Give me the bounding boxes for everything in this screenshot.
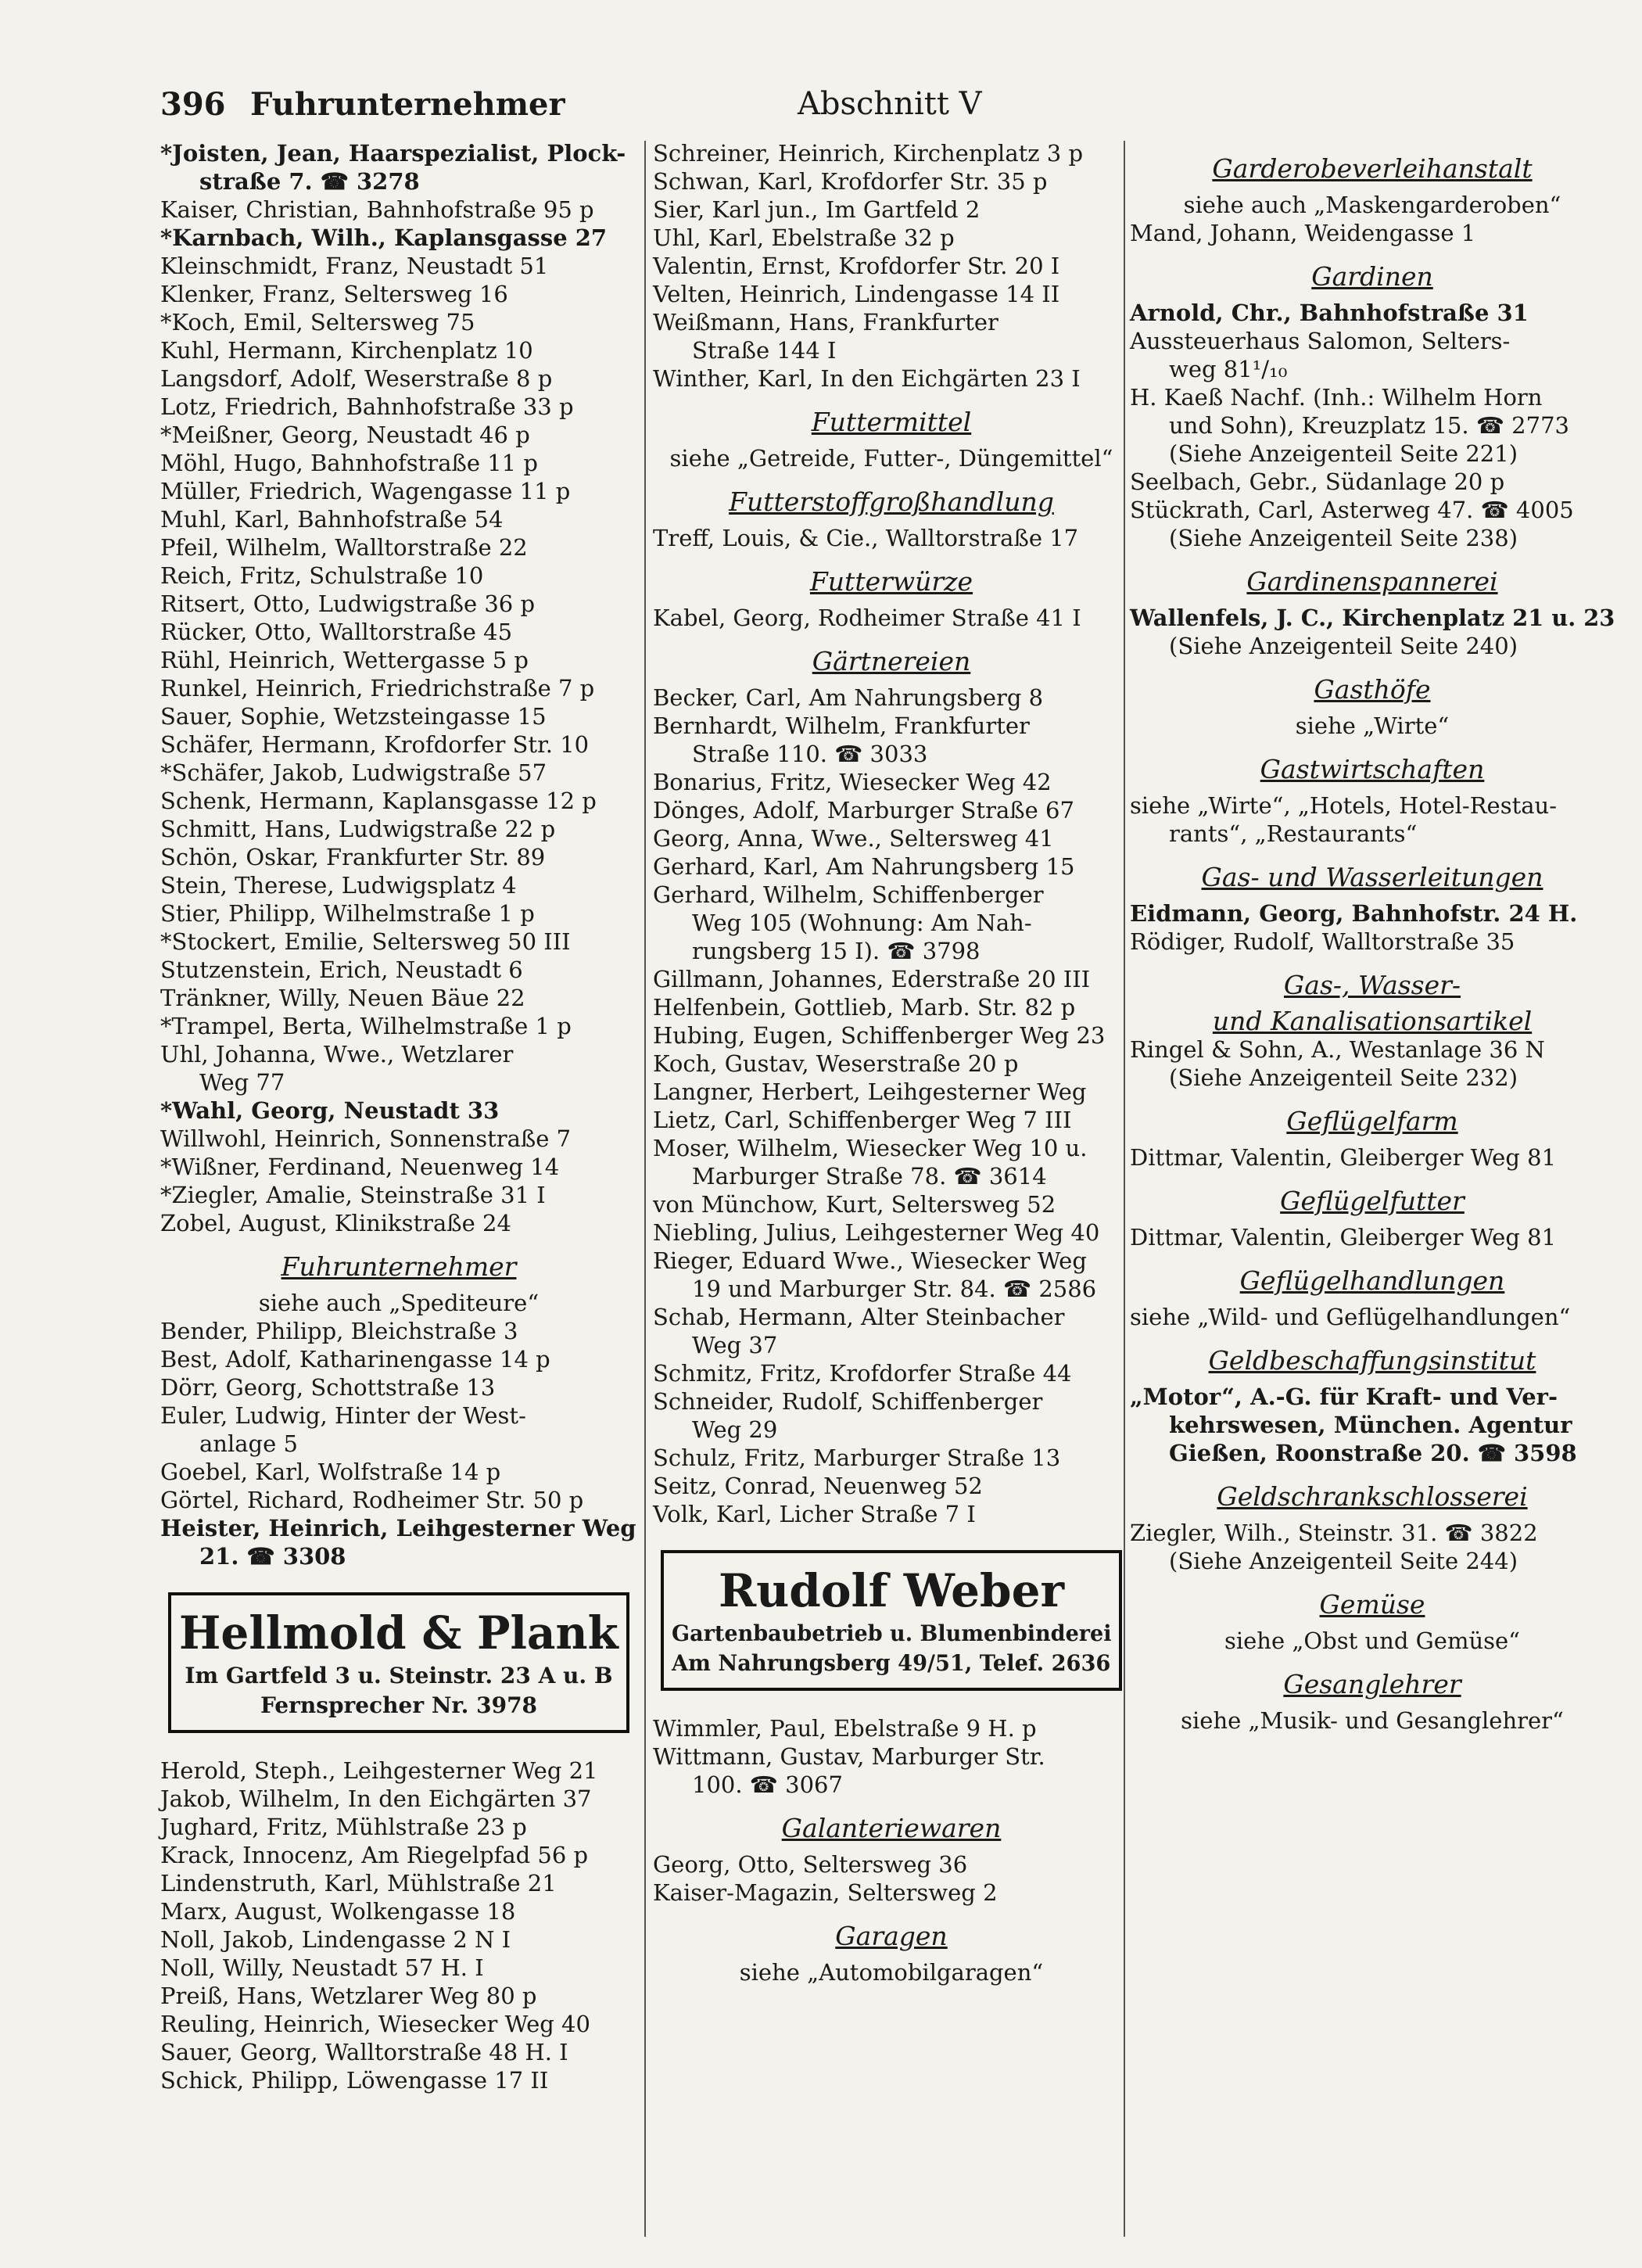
directory-entry: Georg, Anna, Wwe., Seltersweg 41: [653, 825, 1054, 852]
directory-entry: Schön, Oskar, Frankfurter Str. 89: [160, 844, 546, 870]
section-title: Gemüse: [1319, 1589, 1425, 1620]
section-entries: [1130, 1143, 1615, 1172]
directory-entry: Treff, Louis, & Cie., Walltorstraße 17: [653, 525, 1079, 551]
directory-entry: Lietz, Carl, Schiffenberger Weg 7 III: [653, 1107, 1072, 1133]
see-also: siehe „Obst und Gemüse“: [1224, 1627, 1520, 1654]
directory-entry: *Schäfer, Jakob, Ludwigstraße 57: [160, 759, 547, 786]
directory-entry: 100. ☎ 3067: [692, 1771, 843, 1798]
directory-entry: *Wißner, Ferdinand, Neuenweg 14: [160, 1154, 560, 1180]
see-also: siehe „Wirte“: [1295, 712, 1450, 739]
directory-entry: H. Kaeß Nachf. (Inh.: Wilhelm Horn: [1130, 384, 1543, 411]
section-title: Galanteriewaren: [781, 1813, 1002, 1843]
directory-entry: Lotz, Friedrich, Bahnhofstraße 33 p: [160, 393, 574, 420]
directory-entry: Velten, Heinrich, Lindengasse 14 II: [653, 281, 1060, 307]
directory-entry: Rühl, Heinrich, Wettergasse 5 p: [160, 647, 529, 673]
section-title: Geldschrankschlosserei: [1217, 1481, 1528, 1512]
page-number: 396: [160, 86, 226, 123]
directory-entry: Gerhard, Wilhelm, Schiffenberger: [653, 881, 1044, 908]
directory-entry: (Siehe Anzeigenteil Seite 244): [1169, 1548, 1518, 1574]
section-entries: [1130, 1627, 1615, 1655]
column-1: [160, 139, 637, 2094]
section-list: [653, 408, 1130, 1528]
directory-entry: Schneider, Rudolf, Schiffenberger: [653, 1388, 1043, 1415]
directory-entry: Sier, Karl jun., Im Gartfeld 2: [653, 196, 981, 223]
directory-entry: Wallenfels, J. C., Kirchenplatz 21 u. 23: [1130, 605, 1615, 631]
directory-entry: Marburger Straße 78. ☎ 3614: [692, 1163, 1047, 1190]
section-entries: [653, 1958, 1130, 1986]
directory-entry: Aussteuerhaus Salomon, Selters-: [1130, 328, 1511, 354]
directory-entry: (Siehe Anzeigenteil Seite 238): [1169, 525, 1518, 551]
directory-entry: Schmitz, Fritz, Krofdorfer Straße 44: [653, 1360, 1072, 1387]
section-title: Gesanglehrer: [1283, 1669, 1461, 1699]
directory-entry: Dönges, Adolf, Marburger Straße 67: [653, 797, 1074, 824]
section-entries: [653, 444, 1130, 472]
section-title: Gas-, Wasser-: [1283, 970, 1461, 1000]
directory-entry: Stein, Therese, Ludwigsplatz 4: [160, 872, 517, 899]
directory-entry: kehrswesen, München. Agentur: [1169, 1412, 1572, 1438]
directory-entry: Schäfer, Hermann, Krofdorfer Str. 10: [160, 731, 590, 758]
directory-entry: Wittmann, Gustav, Marburger Str.: [653, 1743, 1045, 1770]
directory-entry: Valentin, Ernst, Krofdorfer Str. 20 I: [653, 253, 1060, 279]
directory-entry: Schulz, Fritz, Marburger Straße 13: [653, 1444, 1061, 1471]
directory-entry: Schenk, Hermann, Kaplansgasse 12 p: [160, 788, 597, 814]
entry-list: [160, 1757, 637, 2094]
section-title: Futterwürze: [809, 566, 973, 597]
column-divider: [644, 141, 646, 2237]
advertisement-box: [168, 1592, 629, 1733]
directory-entry: Rödiger, Rudolf, Walltorstraße 35: [1130, 928, 1515, 955]
ad-company-name: Rudolf Weber: [718, 1564, 1065, 1617]
see-also: siehe auch „Spediteure“: [258, 1290, 540, 1316]
directory-entry: Best, Adolf, Katharinengasse 14 p: [160, 1346, 550, 1373]
directory-entry: Weißmann, Hans, Frankfurter: [653, 309, 998, 336]
directory-entry: Helfenbein, Gottlieb, Marb. Str. 82 p: [653, 994, 1076, 1021]
directory-entry: Runkel, Heinrich, Friedrichstraße 7 p: [160, 675, 595, 702]
directory-entry: *Karnbach, Wilh., Kaplansgasse 27: [160, 224, 608, 251]
see-also: siehe „Getreide, Futter-, Düngemittel“: [669, 445, 1113, 472]
directory-entry: Heister, Heinrich, Leihgesterner Weg: [160, 1515, 636, 1541]
section-entries: [1130, 1383, 1615, 1467]
section-title: Geflügelfutter: [1280, 1186, 1465, 1216]
section-list: [653, 1814, 1130, 1986]
directory-entry: Noll, Willy, Neustadt 57 H. I: [160, 1954, 484, 1981]
directory-entry: *Joisten, Jean, Haarspezialist, Plock-: [160, 140, 626, 167]
directory-entry: Goebel, Karl, Wolfstraße 14 p: [160, 1459, 501, 1485]
ad-line: Gartenbaubetrieb u. Blumenbinderei: [672, 1620, 1112, 1646]
directory-entry: Stutzenstein, Erich, Neustadt 6: [160, 956, 523, 983]
directory-entry: (Siehe Anzeigenteil Seite 232): [1169, 1064, 1518, 1091]
ad-line: Am Nahrungsberg 49/51, Telef. 2636: [672, 1650, 1111, 1676]
directory-entry: Becker, Carl, Am Nahrungsberg 8: [653, 684, 1044, 711]
directory-entry: *Trampel, Berta, Wilhelmstraße 1 p: [160, 1013, 572, 1039]
section-title: Garagen: [835, 1921, 948, 1951]
directory-entry: Herold, Steph., Leihgesterner Weg 21: [160, 1757, 598, 1784]
directory-entry: straße 7. ☎ 3278: [199, 168, 420, 195]
section-entries: [1130, 299, 1615, 552]
section-title: Gastwirtschaften: [1260, 754, 1485, 784]
directory-entry: Preiß, Hans, Wetzlarer Weg 80 p: [160, 1983, 537, 2009]
directory-entry: Marx, August, Wolkengasse 18: [160, 1898, 516, 1925]
directory-entry: Pfeil, Wilhelm, Walltorstraße 22: [160, 534, 528, 561]
directory-entry: Möhl, Hugo, Bahnhofstraße 11 p: [160, 450, 538, 476]
section-entries: [1130, 604, 1615, 660]
directory-entry: Weg 29: [692, 1416, 778, 1443]
directory-entry: Bonarius, Fritz, Wiesecker Weg 42: [653, 769, 1052, 795]
directory-entry: *Ziegler, Amalie, Steinstraße 31 I: [160, 1182, 546, 1208]
entry-list: [160, 139, 637, 1237]
directory-entry: Ziegler, Wilh., Steinstr. 31. ☎ 3822: [1130, 1520, 1538, 1546]
directory-entry: Reich, Fritz, Schulstraße 10: [160, 562, 484, 589]
section-title: Futtermittel: [811, 407, 972, 437]
directory-entry: Straße 144 I: [692, 337, 837, 364]
section-entries: [653, 684, 1130, 1528]
section-entries: [1130, 1519, 1615, 1575]
directory-entry: Rieger, Eduard Wwe., Wiesecker Weg: [653, 1247, 1087, 1274]
ad-company-name: Hellmold & Plank: [179, 1606, 618, 1660]
directory-entry: Weg 37: [692, 1332, 778, 1358]
directory-entry: Euler, Ludwig, Hinter der West-: [160, 1402, 526, 1429]
advertisement-box: [661, 1550, 1122, 1691]
directory-entry: siehe „Wild- und Geflügelhandlungen“: [1130, 1304, 1571, 1330]
directory-entry: Kaiser, Christian, Bahnhofstraße 95 p: [160, 196, 594, 223]
directory-entry: Willwohl, Heinrich, Sonnenstraße 7: [160, 1125, 572, 1152]
section-title: Gasthöfe: [1314, 674, 1431, 705]
directory-entry: Weg 77: [199, 1069, 285, 1096]
directory-entry: Seelbach, Gebr., Südanlage 20 p: [1130, 468, 1505, 495]
directory-entry: Noll, Jakob, Lindengasse 2 N I: [160, 1926, 511, 1953]
section-title: und Kanalisationsartikel: [1212, 1006, 1533, 1036]
directory-entry: Jughard, Fritz, Mühlstraße 23 p: [160, 1814, 527, 1840]
directory-entry: Görtel, Richard, Rodheimer Str. 50 p: [160, 1487, 584, 1513]
section-title: Gas- und Wasserleitungen: [1201, 862, 1543, 892]
directory-entry: *Stockert, Emilie, Seltersweg 50 III: [160, 928, 571, 955]
section-entries: [1130, 1223, 1615, 1251]
directory-entry: Kabel, Georg, Rodheimer Straße 41 I: [653, 605, 1081, 631]
directory-entry: Georg, Otto, Seltersweg 36: [653, 1851, 968, 1878]
directory-entry: Kaiser-Magazin, Seltersweg 2: [653, 1879, 998, 1906]
directory-entry: Lindenstruth, Karl, Mühlstraße 21: [160, 1870, 557, 1897]
directory-entry: Winther, Karl, In den Eichgärten 23 I: [653, 365, 1081, 392]
section-entries: [1130, 791, 1615, 848]
entry-list: [653, 139, 1130, 393]
section-entries: [1130, 1035, 1615, 1092]
section-title: Futterstoffgroßhandlung: [729, 486, 1054, 517]
section-title: Gardinenspannerei: [1246, 566, 1498, 597]
directory-entry: *Koch, Emil, Seltersweg 75: [160, 309, 475, 336]
section-title: Gärtnereien: [812, 646, 971, 676]
see-also: siehe „Musik- und Gesanglehrer“: [1181, 1707, 1564, 1734]
directory-entry: Ringel & Sohn, A., Westanlage 36 N: [1130, 1036, 1545, 1063]
section-entries: [1130, 191, 1615, 247]
directory-entry: Ritsert, Otto, Ludwigstraße 36 p: [160, 590, 536, 617]
column-2: [653, 139, 1130, 1986]
section-entries: [653, 524, 1130, 552]
directory-entry: Straße 110. ☎ 3033: [692, 741, 928, 767]
directory-entry: Rücker, Otto, Walltorstraße 45: [160, 619, 513, 645]
directory-entry: Sauer, Georg, Walltorstraße 48 H. I: [160, 2039, 568, 2065]
directory-entry: und Sohn), Kreuzplatz 15. ☎ 2773: [1169, 412, 1569, 439]
section-title: Gardinen: [1311, 261, 1433, 292]
directory-entry: Stückrath, Carl, Asterweg 47. ☎ 4005: [1130, 497, 1574, 523]
directory-entry: rungsberg 15 I). ☎ 3798: [692, 938, 981, 964]
section-entries: [653, 604, 1130, 632]
entry-list: [653, 1714, 1130, 1799]
directory-entry: Eidmann, Georg, Bahnhofstr. 24 H.: [1130, 900, 1578, 927]
section-title: Fuhrunternehmer: [281, 1251, 517, 1282]
directory-entry: *Meißner, Georg, Neustadt 46 p: [160, 422, 530, 448]
section-list: [1130, 155, 1615, 1735]
directory-entry: Gillmann, Johannes, Ederstraße 20 III: [653, 966, 1091, 992]
running-title: Fuhrunternehmer: [250, 86, 565, 123]
directory-entry: Dittmar, Valentin, Gleiberger Weg 81: [1130, 1224, 1557, 1251]
directory-entry: (Siehe Anzeigenteil Seite 240): [1169, 633, 1518, 659]
directory-entry: Schmitt, Hans, Ludwigstraße 22 p: [160, 816, 556, 842]
ad-address: Im Gartfeld 3 u. Steinstr. 23 A u. B: [185, 1663, 613, 1688]
section-entries: [1130, 899, 1615, 956]
directory-entry: Schwan, Karl, Krofdorfer Str. 35 p: [653, 168, 1048, 195]
section-title: Garderobeverleihanstalt: [1212, 153, 1533, 184]
directory-entry: Stier, Philipp, Wilhelmstraße 1 p: [160, 900, 535, 927]
directory-entry: Schab, Hermann, Alter Steinbacher: [653, 1304, 1065, 1330]
section-label: Abschnitt V: [798, 86, 982, 122]
directory-entry: Jakob, Wilhelm, In den Eichgärten 37: [160, 1785, 592, 1812]
directory-entry: Müller, Friedrich, Wagengasse 11 p: [160, 478, 571, 504]
directory-entry: Tränkner, Willy, Neuen Bäue 22: [160, 985, 525, 1011]
column-3: [1130, 139, 1615, 1735]
directory-entry: Weg 105 (Wohnung: Am Nah-: [692, 910, 1032, 936]
entry-list: [160, 1317, 637, 1570]
directory-entry: Langner, Herbert, Leihgesterner Weg: [653, 1078, 1087, 1105]
directory-entry: „Motor“, A.-G. für Kraft- und Ver-: [1130, 1383, 1558, 1410]
directory-entry: Klenker, Franz, Seltersweg 16: [160, 281, 508, 307]
directory-entry: *Wahl, Georg, Neustadt 33: [160, 1097, 500, 1124]
directory-entry: Gießen, Roonstraße 20. ☎ 3598: [1169, 1440, 1577, 1466]
section-entries: [1130, 1706, 1615, 1735]
directory-entry: Sauer, Sophie, Wetzsteingasse 15: [160, 703, 547, 730]
directory-entry: Muhl, Karl, Bahnhofstraße 54: [160, 506, 504, 533]
directory-entry: von Münchow, Kurt, Seltersweg 52: [653, 1191, 1056, 1218]
directory-entry: (Siehe Anzeigenteil Seite 221): [1169, 440, 1518, 467]
directory-entry: anlage 5: [199, 1430, 298, 1457]
directory-entry: Kuhl, Hermann, Kirchenplatz 10: [160, 337, 533, 364]
see-also: siehe „Automobilgaragen“: [739, 1959, 1044, 1986]
directory-entry: Schreiner, Heinrich, Kirchenplatz 3 p: [653, 140, 1084, 167]
directory-entry: Moser, Wilhelm, Wiesecker Weg 10 u.: [653, 1135, 1088, 1161]
directory-entry: Hubing, Eugen, Schiffenberger Weg 23: [653, 1022, 1106, 1049]
directory-entry: 21. ☎ 3308: [199, 1543, 346, 1570]
directory-entry: Uhl, Johanna, Wwe., Wetzlarer: [160, 1041, 514, 1068]
section-title: Geflügelhandlungen: [1239, 1265, 1505, 1296]
see-also: siehe auch „Maskengarderoben“: [1183, 192, 1561, 218]
directory-entry: Bender, Philipp, Bleichstraße 3: [160, 1318, 518, 1344]
directory-entry: Krack, Innocenz, Am Riegelpfad 56 p: [160, 1842, 589, 1868]
directory-entry: Mand, Johann, Weidengasse 1: [1130, 220, 1476, 246]
section-entries: [1130, 712, 1615, 740]
directory-entry: siehe „Wirte“, „Hotels, Hotel-Restau-: [1130, 792, 1558, 819]
section-title: Geflügelfarm: [1286, 1106, 1458, 1136]
directory-entry: Volk, Karl, Licher Straße 7 I: [653, 1501, 976, 1527]
directory-entry: 19 und Marburger Str. 84. ☎ 2586: [692, 1276, 1097, 1302]
directory-entry: Koch, Gustav, Weserstraße 20 p: [653, 1050, 1019, 1077]
directory-entry: Arnold, Chr., Bahnhofstraße 31: [1130, 300, 1529, 326]
directory-entry: Dittmar, Valentin, Gleiberger Weg 81: [1130, 1144, 1557, 1171]
ad-phone: Fernsprecher Nr. 3978: [260, 1692, 538, 1718]
directory-entry: rants“, „Restaurants“: [1169, 820, 1418, 847]
directory-entry: Niebling, Julius, Leihgesterner Weg 40: [653, 1219, 1100, 1246]
section-entries: [653, 1850, 1130, 1907]
section-title: Geldbeschaffungsinstitut: [1208, 1345, 1536, 1376]
directory-entry: Schick, Philipp, Löwengasse 17 II: [160, 2067, 549, 2094]
directory-entry: Reuling, Heinrich, Wiesecker Weg 40: [160, 2011, 590, 2037]
directory-entry: Wimmler, Paul, Ebelstraße 9 H. p: [653, 1715, 1037, 1742]
directory-entry: Zobel, August, Klinikstraße 24: [160, 1210, 511, 1236]
directory-entry: Kleinschmidt, Franz, Neustadt 51: [160, 253, 549, 279]
directory-entry: Gerhard, Karl, Am Nahrungsberg 15: [653, 853, 1075, 880]
directory-entry: weg 81¹/₁₀: [1169, 356, 1288, 382]
directory-entry: Seitz, Conrad, Neuenweg 52: [653, 1473, 983, 1499]
section-entries: [1130, 1303, 1615, 1331]
directory-entry: Langsdorf, Adolf, Weserstraße 8 p: [160, 365, 553, 392]
directory-entry: Bernhardt, Wilhelm, Frankfurter: [653, 712, 1030, 739]
directory-entry: Dörr, Georg, Schottstraße 13: [160, 1374, 496, 1401]
directory-entry: Uhl, Karl, Ebelstraße 32 p: [653, 224, 955, 251]
